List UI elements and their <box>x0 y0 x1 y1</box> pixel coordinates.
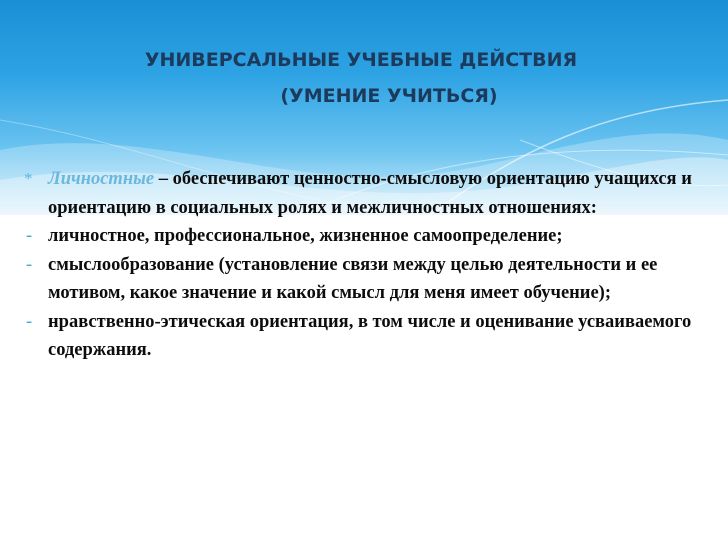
list-item-text: личностное, профессиональное, жизненное самоопределение; <box>48 226 563 246</box>
list-item <box>0 222 728 251</box>
list-item-text: нравственно-этическая ориентация, в том числе и оценивание усваиваемого содержания. <box>48 311 692 360</box>
bullet-dash-icon: - <box>26 254 33 275</box>
list-item <box>0 308 728 365</box>
title-line-1: УНИВЕРСАЛЬНЫЕ УЧЕБНЫЕ ДЕЙСТВИЯ <box>144 49 578 71</box>
list-item-text: смыслообразование (установление связи между целью деятельности и ее мотивом, какое значение и какой смысл для меня имеет обучение); <box>48 254 658 303</box>
list-item <box>0 251 728 308</box>
bullet-dash-icon: - <box>26 226 33 246</box>
slide-title <box>0 42 728 114</box>
list-item-text: – обеспечивают ценностно-смысловую ориентацию учащихся и ориентацию в социальных ролях и межличностных отношениях: <box>48 169 692 218</box>
list-item <box>0 165 728 222</box>
bullet-star-icon: * <box>24 169 33 188</box>
keyword-lichnostnye: Личностные <box>48 169 155 189</box>
bullet-dash-icon: - <box>26 311 33 332</box>
title-line-2: (УМЕНИЕ УЧИТЬСЯ) <box>280 85 498 107</box>
bullet-list <box>0 165 728 365</box>
